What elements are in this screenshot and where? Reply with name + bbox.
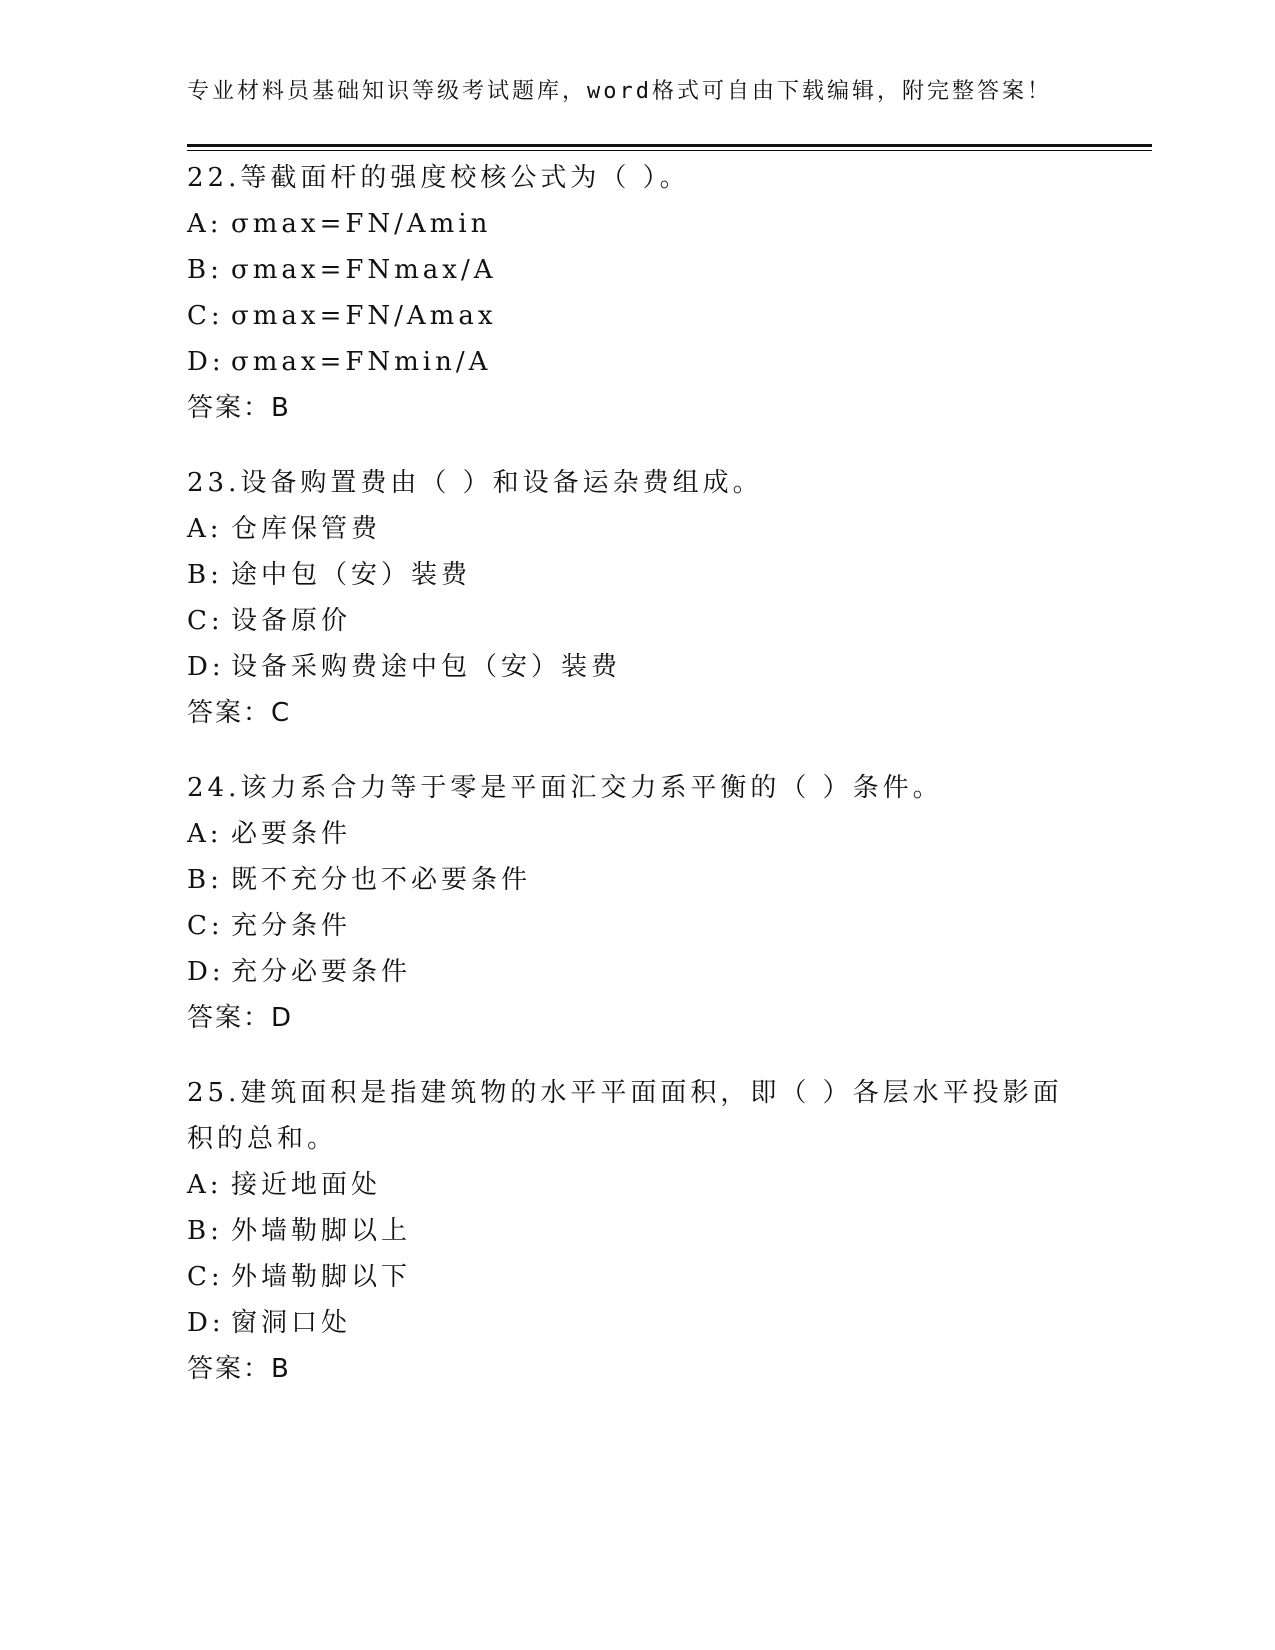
answer: 答案：B (187, 1354, 291, 1384)
option-c (187, 598, 1067, 644)
option-letter: C: (187, 1262, 224, 1292)
option-text: 设备原价 (231, 606, 352, 636)
option-text: 接近地面处 (231, 1170, 382, 1200)
option-text: 充分必要条件 (231, 957, 412, 987)
option-text: 必要条件 (231, 819, 352, 849)
page-header: 专业材料员基础知识等级考试题库，word格式可自由下载编辑，附完整答案！ (187, 79, 1052, 104)
option-text: 窗洞口处 (231, 1308, 352, 1338)
option-c (187, 903, 1067, 949)
question-stem: 24.该力系合力等于零是平面汇交力系平衡的（ ）条件。 (187, 773, 943, 803)
answer: 答案：C (187, 698, 292, 728)
option-a (187, 1162, 1067, 1208)
option-letter: C: (187, 606, 224, 636)
option-text: σmax=FN/Amin (231, 209, 492, 239)
option-letter: D: (187, 957, 225, 987)
question-stem: 23.设备购置费由（ ）和设备运杂费组成。 (187, 468, 763, 498)
option-letter: C: (187, 911, 224, 941)
option-letter: A: (187, 1170, 223, 1200)
header-rule-thin (187, 150, 1152, 151)
answer: 答案：D (187, 1003, 294, 1033)
option-c (187, 293, 1067, 339)
option-letter: D: (187, 652, 225, 682)
option-letter: A: (187, 514, 223, 544)
option-letter: A: (187, 209, 223, 239)
option-text: 途中包（安）装费 (231, 560, 472, 590)
option-text: 既不充分也不必要条件 (231, 865, 532, 895)
option-b (187, 857, 1067, 903)
option-letter: B: (187, 865, 223, 895)
option-text: 外墙勒脚以上 (231, 1216, 412, 1246)
option-c (187, 1254, 1067, 1300)
option-a (187, 811, 1067, 857)
question-24 (187, 765, 1067, 1041)
header-rule-thick (187, 144, 1152, 147)
option-letter: A: (187, 819, 223, 849)
option-letter: C: (187, 301, 224, 331)
option-text: σmax=FNmax/A (231, 255, 497, 285)
option-text: 外墙勒脚以下 (231, 1262, 412, 1292)
option-d (187, 1300, 1067, 1346)
option-b (187, 247, 1067, 293)
answer: 答案：B (187, 393, 291, 423)
question-23 (187, 460, 1067, 736)
option-b (187, 1208, 1067, 1254)
option-text: 设备采购费途中包（安）装费 (231, 652, 622, 682)
option-d (187, 339, 1067, 385)
option-text: 充分条件 (231, 911, 352, 941)
option-b (187, 552, 1067, 598)
option-letter: D: (187, 1308, 225, 1338)
option-letter: B: (187, 1216, 223, 1246)
option-a (187, 506, 1067, 552)
option-letter: B: (187, 255, 223, 285)
question-stem: 25.建筑面积是指建筑物的水平平面面积，即（ ）各层水平投影面积的总和。 (187, 1078, 1063, 1154)
option-d (187, 949, 1067, 995)
question-22 (187, 155, 1067, 431)
option-letter: B: (187, 560, 223, 590)
option-text: 仓库保管费 (231, 514, 382, 544)
question-stem: 22.等截面杆的强度校核公式为（ ）。 (187, 163, 690, 193)
option-text: σmax=FNmin/A (231, 347, 492, 377)
option-letter: D: (187, 347, 225, 377)
option-text: σmax=FN/Amax (231, 301, 497, 331)
option-d (187, 644, 1067, 690)
question-25 (187, 1070, 1067, 1392)
option-a (187, 201, 1067, 247)
